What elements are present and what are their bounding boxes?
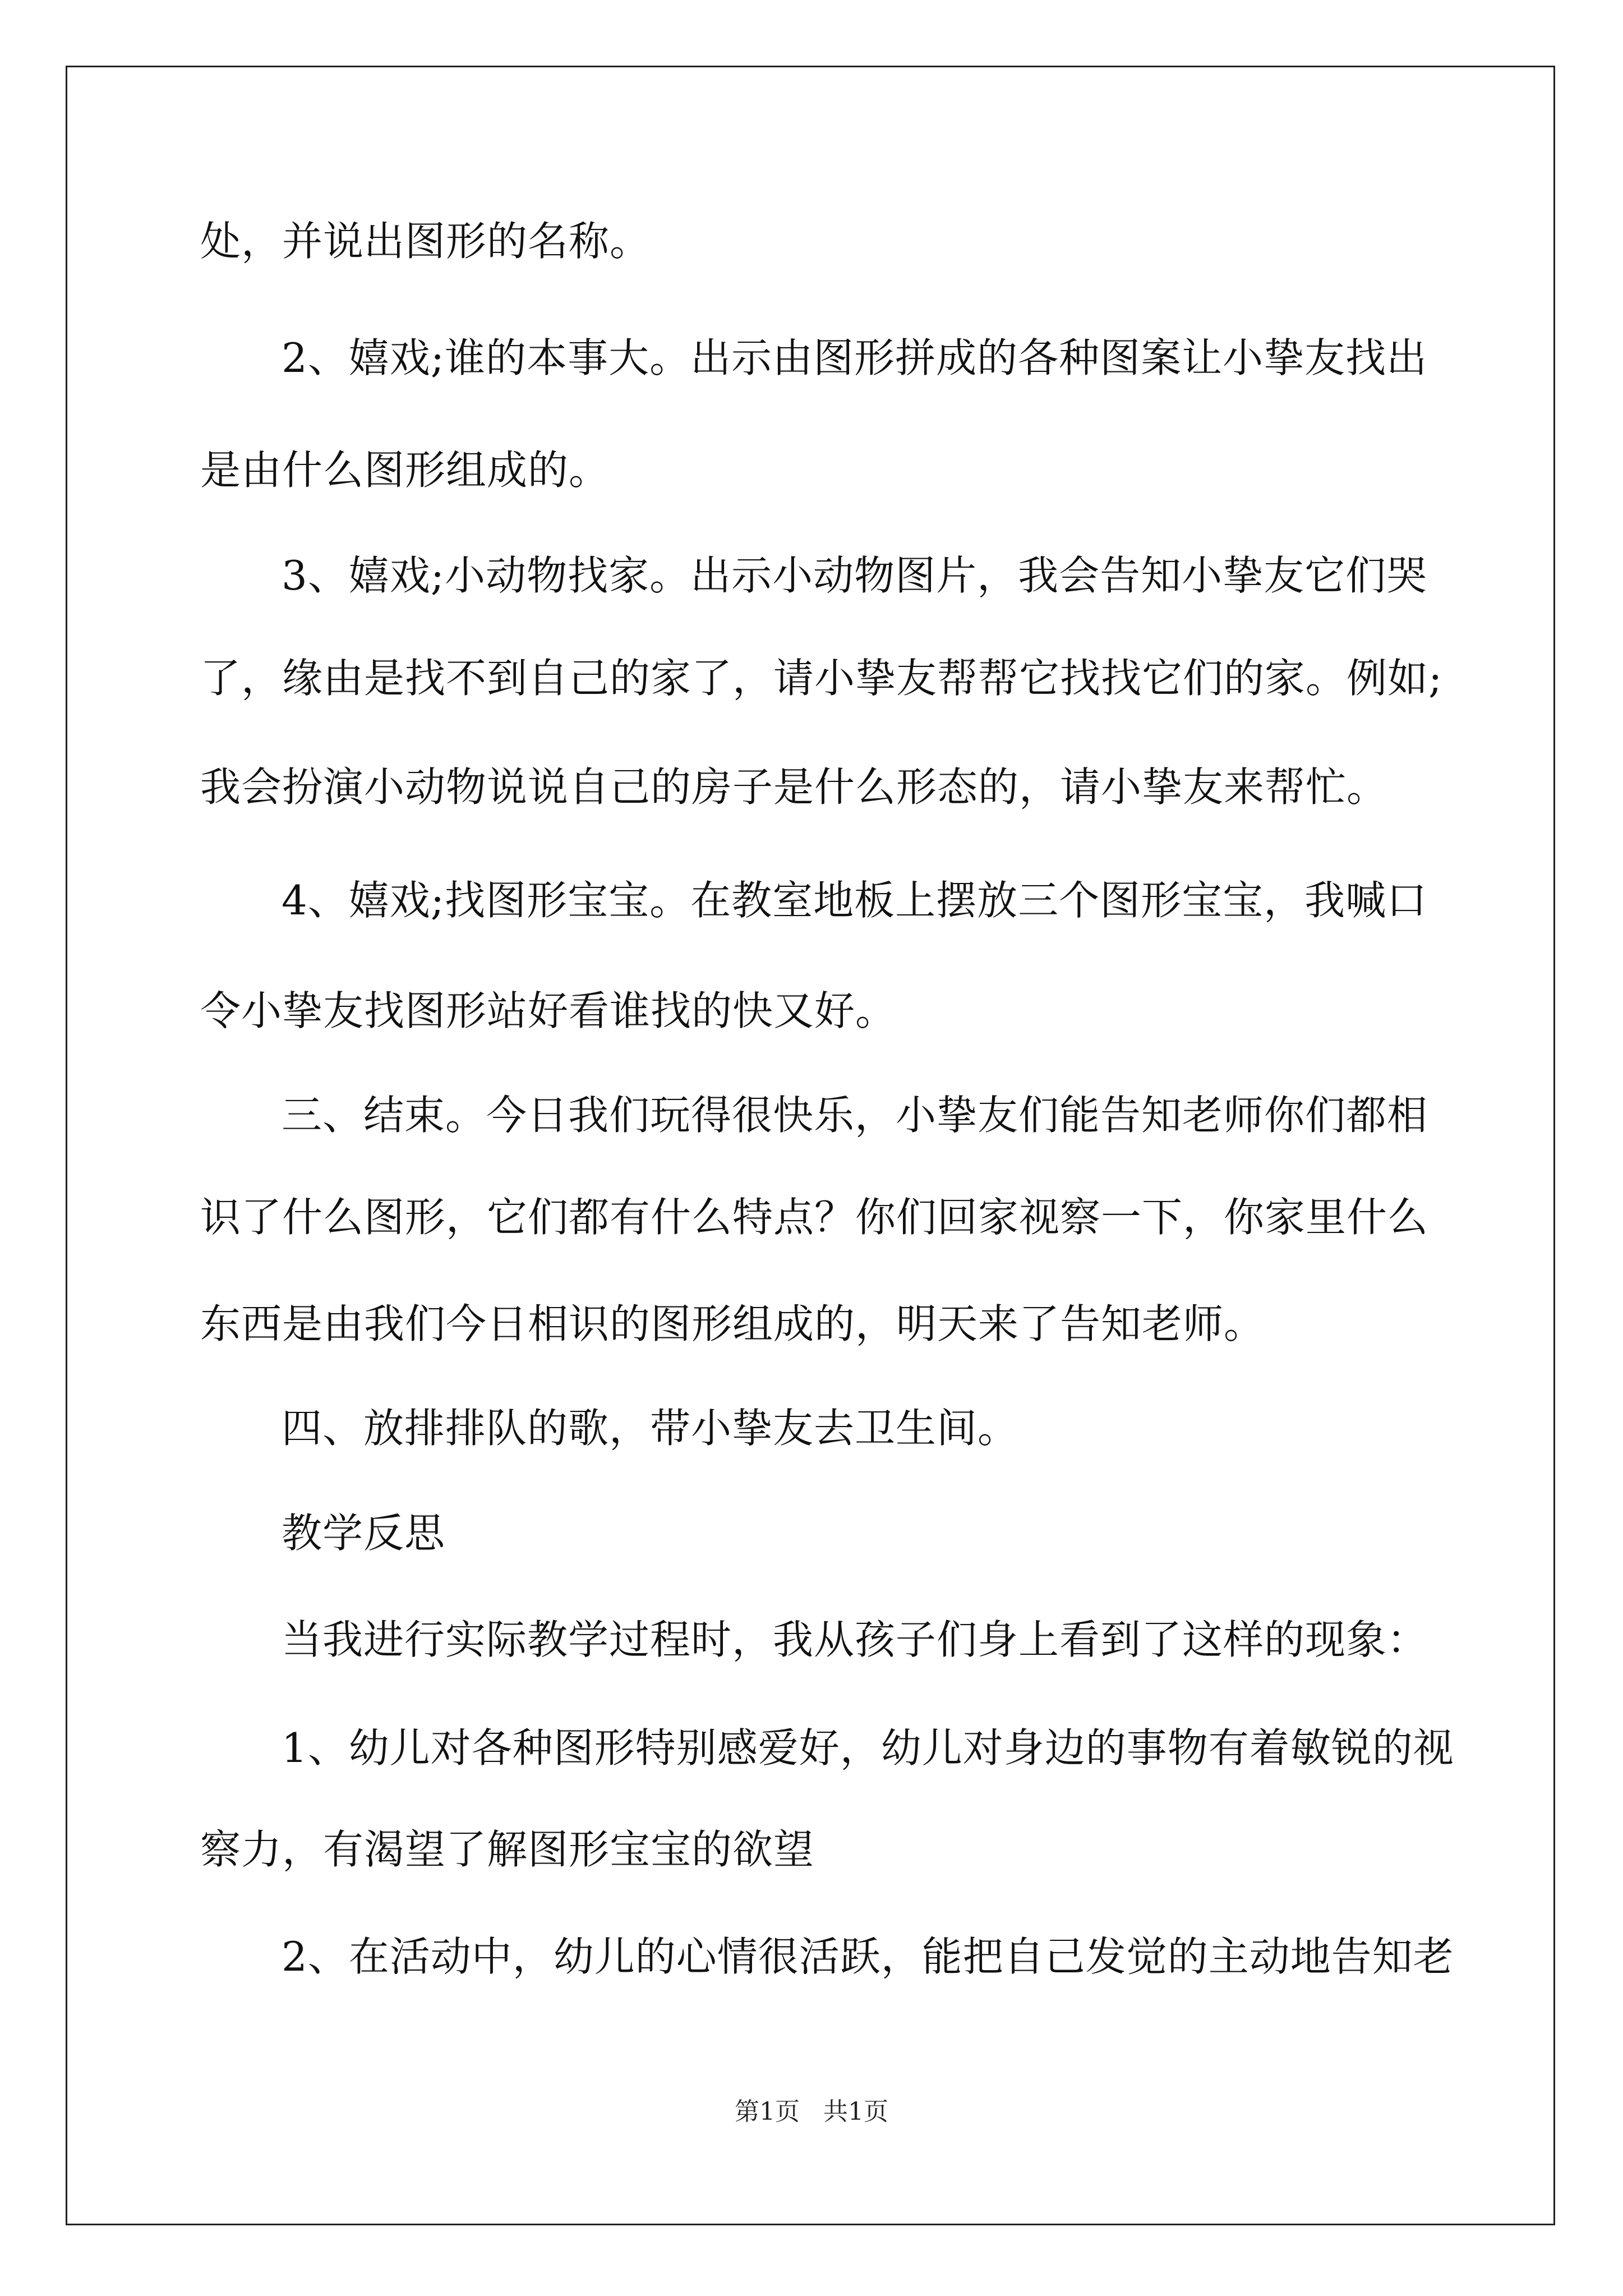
- text-line: 3、嬉戏;小动物找家。出示小动物图片，我会告知小挚友它们哭: [282, 552, 1428, 599]
- text-line: 察力，有渴望了解图形宝宝的欲望: [200, 1826, 815, 1873]
- page-number: 第1页: [735, 2097, 800, 2126]
- text-line: 4、嬉戏;找图形宝宝。在教室地板上摆放三个图形宝宝，我喊口: [282, 877, 1428, 924]
- page-total: 共1页: [823, 2097, 888, 2126]
- text-line: 当我进行实际教学过程时，我从孩子们身上看到了这样的现象：: [282, 1616, 1428, 1663]
- text-line: 东西是由我们今日相识的图形组成的，明天来了告知老师。: [200, 1300, 1265, 1347]
- text-line: 是由什么图形组成的。: [200, 447, 610, 494]
- text-line: 四、放排排队的歌，带小挚友去卫生间。: [282, 1405, 1019, 1452]
- section-heading: 教学反思: [282, 1510, 446, 1557]
- text-line: 1、幼儿对各种图形特别感爱好，幼儿对身边的事物有着敏锐的视: [282, 1724, 1454, 1772]
- text-line: 2、在活动中，幼儿的心情很活跃，能把自己发觉的主动地告知老: [282, 1933, 1454, 1980]
- text-line: 了，缘由是找不到自己的家了，请小挚友帮帮它找找它们的家。例如;: [200, 655, 1443, 702]
- page-footer: [0, 2095, 1623, 2129]
- text-line: 令小挚友找图形站好看谁找的快又好。: [200, 987, 897, 1034]
- text-line: 识了什么图形，它们都有什么特点？你们回家视察一下，你家里什么: [200, 1194, 1429, 1241]
- text-line: 处，并说出图形的名称。: [200, 218, 651, 265]
- text-line: 2、嬉戏;谁的本事大。出示由图形拼成的各种图案让小挚友找出: [282, 334, 1428, 381]
- text-line: 三、结束。今日我们玩得很快乐，小挚友们能告知老师你们都相: [282, 1092, 1428, 1139]
- text-line: 我会扮演小动物说说自己的房子是什么形态的，请小挚友来帮忙。: [200, 763, 1388, 811]
- footer-spacer: [800, 2097, 823, 2126]
